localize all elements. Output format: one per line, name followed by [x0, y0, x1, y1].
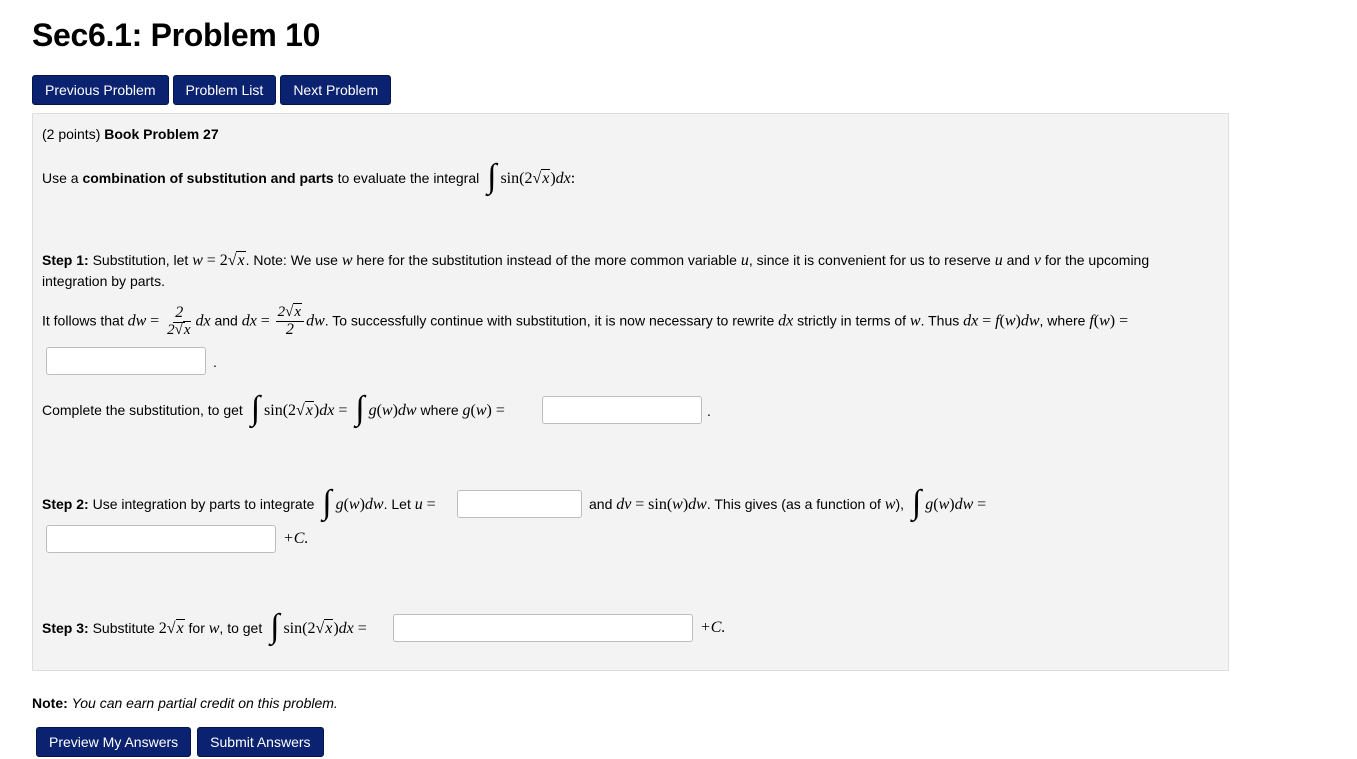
step2-label: Step 2: [42, 496, 89, 512]
fraction-dw: $\frac{2}{2√x}$ [167, 304, 191, 338]
previous-problem-button[interactable]: Previous Problem [32, 75, 169, 105]
step1-line1: Step 1: Substitution, let w = 2√x. Note: We use w here for the substitution instead of the more common variable u, since it is convenient for us to reserve u and v for the upcoming [42, 252, 1150, 269]
next-problem-button[interactable]: Next Problem [280, 75, 391, 105]
integral-sign: ∫ [270, 608, 280, 646]
step2-line1: Step 2: Use integration by parts to integrate ∫ g(w)dw. Let u = [42, 484, 436, 522]
problem-header [42, 126, 219, 142]
fraction-dx: $\frac{2√x}{2}$ [276, 305, 304, 339]
submit-row [36, 727, 324, 757]
f-of-w-input[interactable] [46, 347, 206, 375]
integral-sign: ∫ [911, 484, 922, 522]
step1-line2: integration by parts. [42, 273, 165, 289]
u-input[interactable] [457, 490, 582, 518]
step3-line: Step 3: Substitute 2√x for w, to get ∫ sin(2√x)dx = [42, 608, 367, 646]
plus-c-1: +C. [283, 530, 309, 547]
method-emphasis: combination of substitution and parts [82, 170, 334, 186]
problem-nav [32, 75, 391, 105]
period-2: . [707, 403, 711, 419]
book-problem-label: Book Problem 27 [104, 126, 219, 142]
page-title: Sec6.1: Problem 10 [32, 17, 321, 53]
points-label: (2 points) [42, 126, 101, 142]
integral-sign: ∫ [250, 390, 261, 428]
plus-c-2: +C. [700, 619, 726, 636]
integral-sign: ∫ [322, 484, 332, 522]
step3-label: Step 3: [42, 620, 89, 636]
step1-follows: It follows that dw = $\frac{2}{2√x}$ dx and dx = $\frac{2√x}{2}$ dw. To successfully continue with substitution, it is now necessary to rewrite dx strictly in terms of w. Thus dx = f(w)dw, where f(w) = [42, 304, 1129, 338]
problem-intro: Use a combination of substitution and parts to evaluate the integral ∫ sin(2√x)dx: [42, 158, 576, 196]
integral-g-input[interactable] [46, 525, 276, 553]
integral-sign: ∫ [355, 390, 365, 428]
integral-sign: ∫ [487, 158, 497, 196]
complete-substitution: Complete the substitution, to get ∫ sin(2√x)dx = ∫ g(w)dw where g(w) = [42, 390, 505, 428]
integrand: sin(2√x)dx: [500, 170, 576, 187]
final-answer-input[interactable] [393, 614, 693, 642]
problem-list-button[interactable]: Problem List [173, 75, 277, 105]
step2-line1b: and dv = sin(w)dw. This gives (as a function of w), ∫ g(w)dw = [589, 484, 987, 522]
partial-credit-note: Note: You can earn partial credit on this problem. [32, 695, 338, 711]
g-of-w-input[interactable] [542, 396, 702, 424]
submit-answers-button[interactable]: Submit Answers [197, 727, 323, 757]
period-1: . [213, 354, 217, 370]
preview-answers-button[interactable]: Preview My Answers [36, 727, 191, 757]
problem-body [32, 113, 1229, 671]
step1-label: Step 1: [42, 252, 89, 268]
